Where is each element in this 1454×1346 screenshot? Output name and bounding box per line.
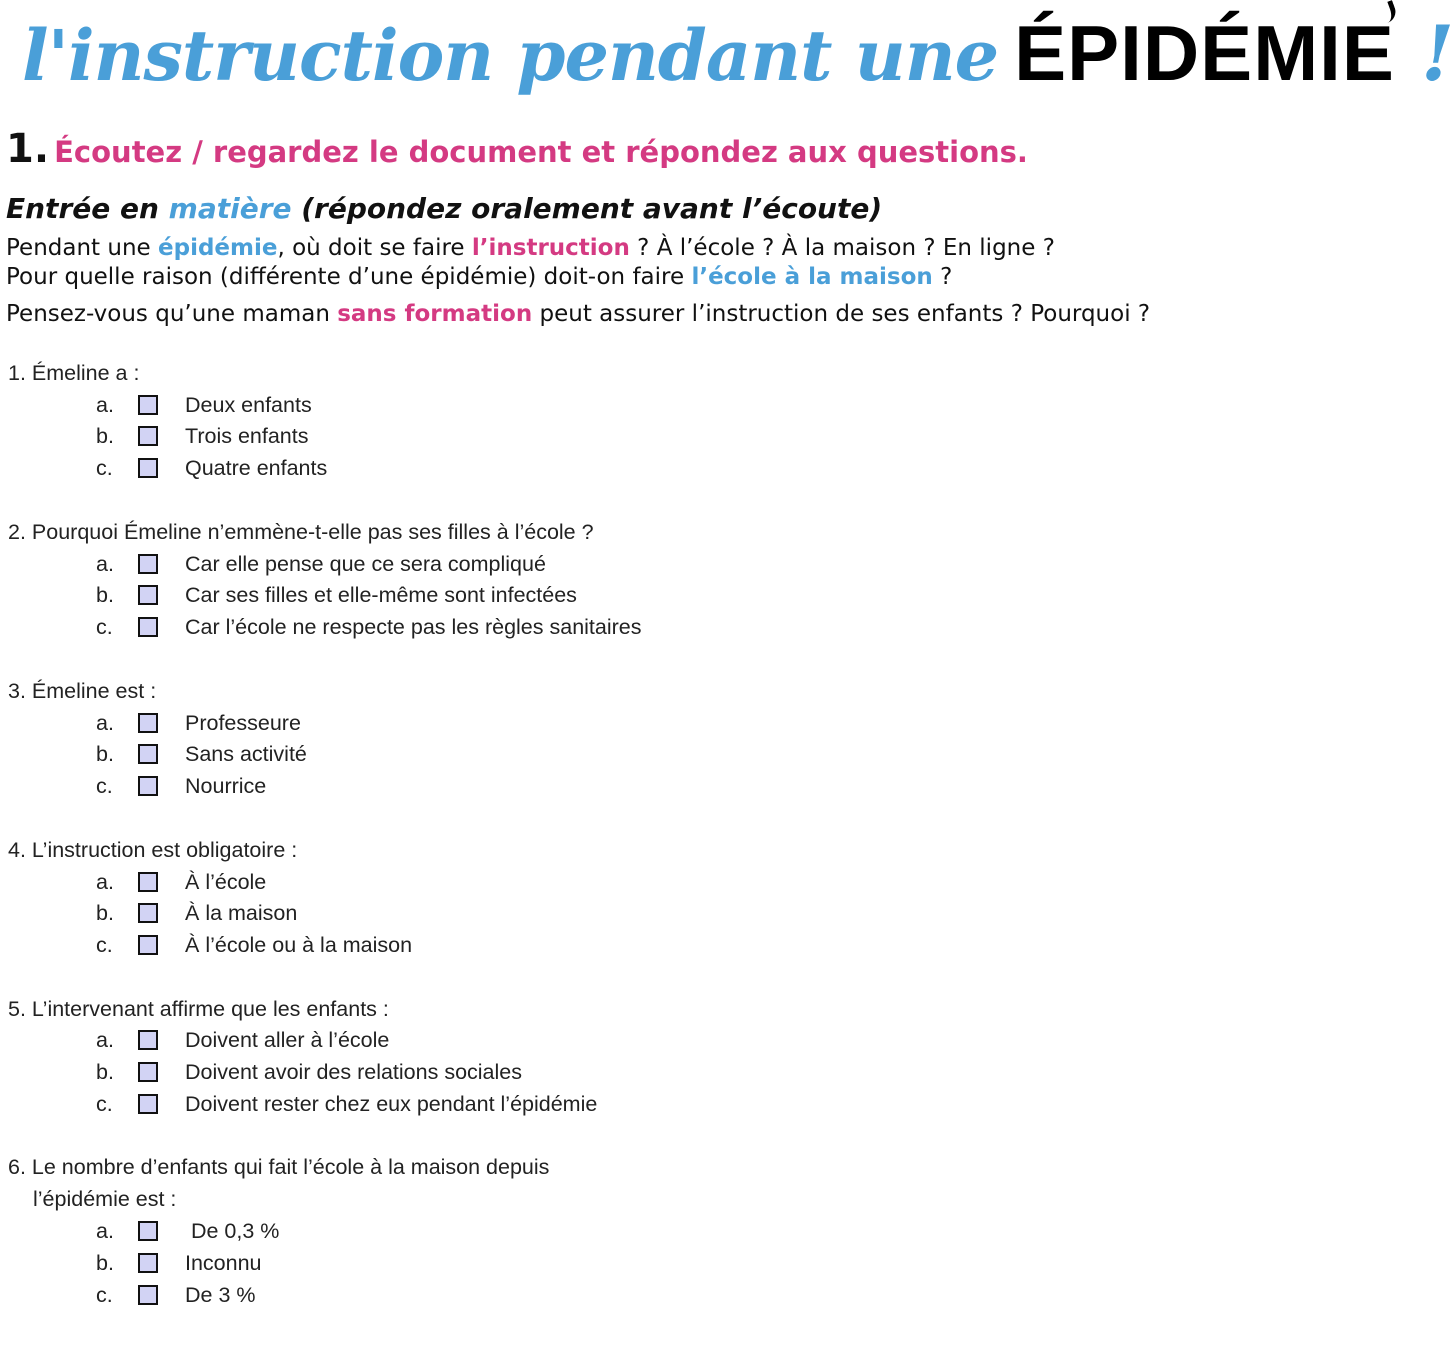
- option-label: De 3 %: [185, 1283, 256, 1307]
- checkbox[interactable]: [138, 426, 158, 446]
- prompt-highlight: l’instruction: [471, 235, 630, 261]
- prompt-text: ? À l’école ? À la maison ? En ligne ?: [629, 235, 1055, 261]
- title-script-part: l'instruction pendant une: [22, 14, 999, 97]
- checkbox[interactable]: [138, 554, 158, 574]
- prompt-highlight: sans formation: [337, 301, 533, 327]
- option-label: Sans activité: [185, 742, 307, 766]
- warmup-heading-highlight: matière: [168, 192, 292, 225]
- checkbox[interactable]: [138, 1094, 158, 1114]
- checkbox[interactable]: [138, 1285, 158, 1305]
- option-letter: a.: [96, 711, 114, 735]
- prompt-text: ?: [932, 264, 953, 290]
- option-letter: c.: [96, 933, 113, 957]
- option-label: Doivent aller à l’école: [185, 1028, 390, 1052]
- option-label: Car elle pense que ce sera compliqué: [185, 552, 546, 576]
- checkbox[interactable]: [138, 713, 158, 733]
- checkbox[interactable]: [138, 458, 158, 478]
- question-title: 3. Émeline est :: [8, 679, 157, 703]
- option-letter: b.: [96, 1251, 114, 1275]
- option-letter: c.: [96, 1092, 113, 1116]
- option-label: Inconnu: [185, 1251, 262, 1275]
- warmup-prompt-1: [6, 235, 1055, 261]
- option-label: Professeure: [185, 711, 301, 735]
- title-exclamation: !: [1420, 9, 1454, 98]
- option-letter: a.: [96, 552, 114, 576]
- option-label: Car ses filles et elle-même sont infectées: [185, 583, 577, 607]
- warmup-prompt-2: [6, 264, 952, 290]
- option-label: Trois enfants: [185, 424, 309, 448]
- question-title: 1. Émeline a :: [8, 361, 140, 385]
- option-letter: b.: [96, 742, 114, 766]
- title-caps-part: ÉPIDÉMIE: [1014, 9, 1395, 97]
- checkbox[interactable]: [138, 872, 158, 892]
- option-letter: c.: [96, 615, 113, 639]
- prompt-highlight: l’école à la maison: [691, 264, 933, 290]
- warmup-prompt-3: [6, 301, 1150, 327]
- checkbox[interactable]: [138, 776, 158, 796]
- warmup-heading: [6, 192, 882, 225]
- checkbox[interactable]: [138, 1062, 158, 1082]
- warmup-heading-text-end: (répondez oralement avant l’écoute): [291, 192, 883, 225]
- option-label: À l’école: [185, 870, 267, 894]
- checkbox[interactable]: [138, 744, 158, 764]
- question-title-line2: l’épidémie est :: [33, 1187, 177, 1211]
- option-label: Car l’école ne respecte pas les règles sanitaires: [185, 615, 642, 639]
- prompt-text: Pensez-vous qu’une maman: [6, 301, 338, 327]
- option-label: À l’école ou à la maison: [185, 933, 413, 957]
- option-label: Doivent avoir des relations sociales: [185, 1060, 522, 1084]
- checkbox[interactable]: [138, 617, 158, 637]
- option-label: Quatre enfants: [185, 456, 328, 480]
- exercise-instruction: Écoutez / regardez le document et répondez aux questions.: [54, 135, 1028, 169]
- prompt-text: , où doit se faire: [277, 235, 472, 261]
- option-letter: b.: [96, 583, 114, 607]
- checkbox[interactable]: [138, 935, 158, 955]
- checkbox[interactable]: [138, 1253, 158, 1273]
- option-label: Nourrice: [185, 774, 267, 798]
- prompt-text: Pendant une: [6, 235, 158, 261]
- option-letter: b.: [96, 1060, 114, 1084]
- prompt-text: peut assurer l’instruction de ses enfants ? Pourquoi ?: [532, 301, 1151, 327]
- exercise-header: [6, 126, 1028, 172]
- checkbox[interactable]: [138, 585, 158, 605]
- option-letter: a.: [96, 393, 114, 417]
- checkbox[interactable]: [138, 1221, 158, 1241]
- question-title: 6. Le nombre d’enfants qui fait l’école à la maison depuis: [8, 1155, 550, 1179]
- option-letter: c.: [96, 456, 113, 480]
- option-label: Doivent rester chez eux pendant l’épidémie: [185, 1092, 598, 1116]
- option-letter: a.: [96, 1219, 114, 1243]
- checkbox[interactable]: [138, 395, 158, 415]
- prompt-text: Pour quelle raison (différente d’une épidémie) doit-on faire: [6, 264, 692, 290]
- prompt-highlight: épidémie: [158, 235, 278, 261]
- question-title: 4. L’instruction est obligatoire :: [8, 838, 298, 862]
- option-letter: a.: [96, 870, 114, 894]
- option-letter: c.: [96, 774, 113, 798]
- checkbox[interactable]: [138, 1030, 158, 1050]
- option-label: Deux enfants: [185, 393, 312, 417]
- exercise-number: 1.: [6, 126, 50, 172]
- option-letter: c.: [96, 1283, 113, 1307]
- option-letter: b.: [96, 424, 114, 448]
- page-title: [22, 8, 1454, 118]
- checkbox[interactable]: [138, 903, 158, 923]
- question-title: 5. L’intervenant affirme que les enfants :: [8, 997, 389, 1021]
- option-letter: b.: [96, 901, 114, 925]
- option-letter: a.: [96, 1028, 114, 1052]
- question-title: 2. Pourquoi Émeline n’emmène-t-elle pas ses filles à l’école ?: [8, 520, 594, 544]
- option-label: À la maison: [185, 901, 298, 925]
- warmup-heading-text: Entrée en: [6, 192, 169, 225]
- option-label: De 0,3 %: [185, 1219, 280, 1243]
